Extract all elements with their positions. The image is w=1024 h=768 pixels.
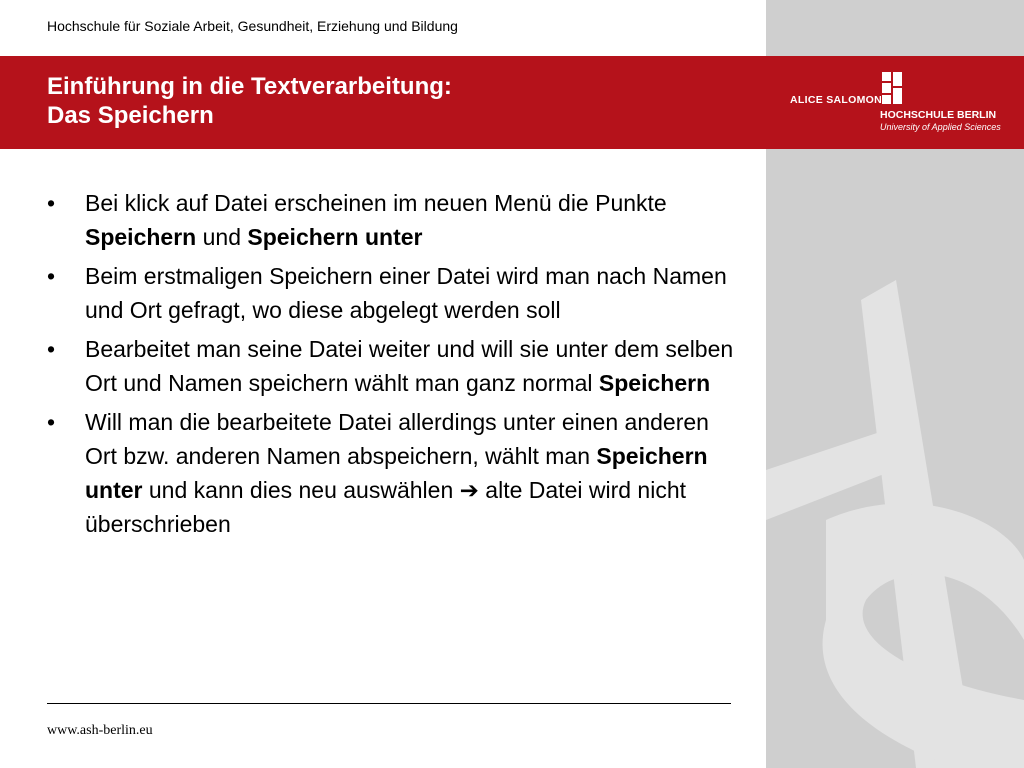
emphasis-speichern: Speichern: [85, 224, 197, 250]
as-mark-icon: [882, 72, 904, 104]
arrow-right-icon: ➔: [459, 477, 479, 503]
bullet-item: • Will man die bearbeitete Datei allerdings unter einen anderen Ort bzw. anderen Namen abspeichern, wählt man Speichern unter und kann dies neu auswählen ➔ alte Datei wird nicht überschrieben: [47, 405, 737, 541]
logo-right-text-1: HOCHSCHULE BERLIN: [880, 109, 997, 121]
bullet-item: • Beim erstmaligen Speichern einer Datei wird man nach Namen und Ort gefragt, wo diese abgelegt werden soll: [47, 259, 737, 327]
bullet-dot: •: [47, 263, 56, 289]
title-line-1: Einführung in die Textverarbeitung:: [47, 73, 452, 100]
footer-url: www.ash-berlin.eu: [47, 723, 153, 738]
ash-logo: [790, 72, 1010, 132]
title-band: [0, 56, 1024, 149]
footer-divider: [47, 703, 731, 704]
emphasis-speichern: Speichern: [598, 370, 711, 396]
bullet-list: [47, 186, 737, 546]
logo-left-text: ALICE SALOMON: [790, 94, 882, 106]
emphasis-speichern-unter: Speichern unter: [247, 224, 423, 250]
bullet-item: • Bei klick auf Datei erscheinen im neuen Menü die Punkte Speichern und Speichern unter: [47, 186, 737, 254]
bullet-dot: •: [47, 336, 56, 362]
bullet-item: • Bearbeitet man seine Datei weiter und will sie unter dem selben Ort und Namen speichern wählt man ganz normal Speichern: [47, 332, 737, 400]
title-line-2: Das Speichern: [47, 102, 214, 129]
logo-right-text-2: University of Applied Sciences: [880, 122, 1001, 132]
slide-title: [47, 72, 452, 130]
institution-name: Hochschule für Soziale Arbeit, Gesundheit, Erziehung und Bildung: [47, 18, 458, 34]
bullet-dot: •: [47, 409, 56, 435]
emphasis-speichern-unter: Speichern unter: [85, 443, 708, 503]
bullet-dot: •: [47, 190, 56, 216]
